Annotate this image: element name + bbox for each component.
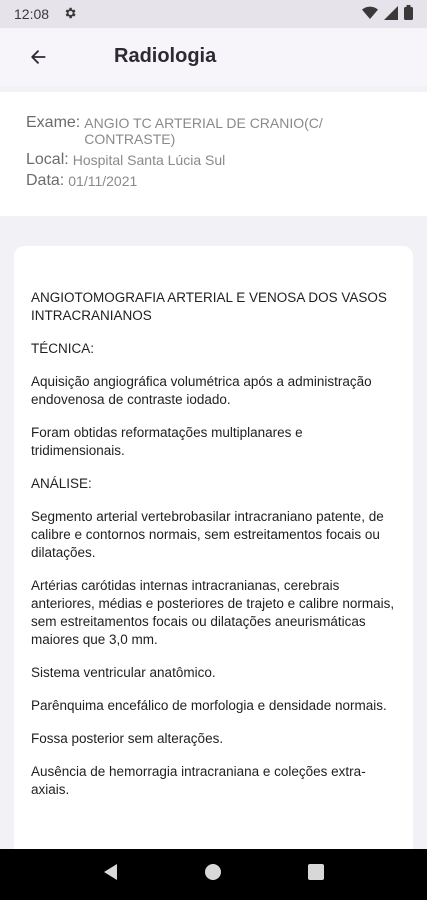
report-paragraph: Aquisição angiográfica volumétrica após a administração endovenosa de contraste iodado.: [31, 374, 372, 407]
report-paragraph: Artérias carótidas internas intracranianas, cerebrais anteriores, médias e posteriores de trajeto e calibre normais, sem estreitamentos focais ou dilatações aneurismáticas maiores que 3,0 mm.: [31, 578, 395, 647]
report-section-label: ANÁLISE:: [31, 476, 92, 491]
status-time: 12:08: [14, 6, 50, 22]
report-heading: ANGIOTOMOGRAFIA ARTERIAL E VENOSA DOS VASOS INTRACRANIANOS: [31, 290, 387, 323]
local-row: [26, 151, 427, 168]
nav-home-button[interactable]: [198, 860, 228, 890]
status-icons: [362, 5, 413, 23]
app-bar: [0, 28, 427, 86]
date-value: 01/11/2021: [68, 173, 138, 189]
date-label: Data:: [26, 172, 65, 189]
exam-info-card: [0, 92, 427, 216]
gear-icon: [63, 6, 77, 23]
arrow-left-icon: [28, 47, 48, 72]
report-paragraph: Fossa posterior sem alterações.: [31, 731, 224, 746]
home-circle-icon: [204, 863, 222, 886]
system-nav-bar: [0, 849, 427, 900]
report-card[interactable]: [14, 246, 413, 866]
exam-value: ANGIO TC ARTERIAL DE CRANIO(C/ CONTRASTE): [84, 115, 323, 147]
local-value: Hospital Santa Lúcia Sul: [72, 152, 226, 168]
report-paragraph: Ausência de hemorragia intracraniana e coleções extra-axiais.: [31, 764, 366, 797]
report-paragraph: Segmento arterial vertebrobasilar intracraniano patente, de calibre e contornos normais, sem estreitamentos focais ou dilatações.: [31, 509, 384, 560]
exam-row: [26, 114, 427, 147]
back-button[interactable]: [20, 41, 56, 77]
report-paragraph: Foram obtidas reformatações multiplanares e tridimensionais.: [31, 425, 303, 458]
date-row: [26, 172, 427, 189]
battery-icon: [404, 5, 413, 23]
recents-square-icon: [308, 864, 324, 885]
exam-label: Exame:: [26, 114, 81, 131]
signal-icon: [384, 6, 398, 23]
report-paragraph: Parênquima encefálico de morfologia e densidade normais.: [31, 698, 387, 713]
back-triangle-icon: [103, 863, 119, 886]
report-section-label: TÉCNICA:: [31, 341, 95, 356]
report-paragraph: Sistema ventricular anatômico.: [31, 665, 216, 680]
status-bar: [0, 0, 427, 28]
page-title: Radiologia: [114, 45, 217, 67]
nav-back-button[interactable]: [96, 860, 126, 890]
wifi-icon: [362, 6, 378, 23]
nav-recents-button[interactable]: [301, 860, 331, 890]
local-label: Local:: [26, 151, 69, 168]
